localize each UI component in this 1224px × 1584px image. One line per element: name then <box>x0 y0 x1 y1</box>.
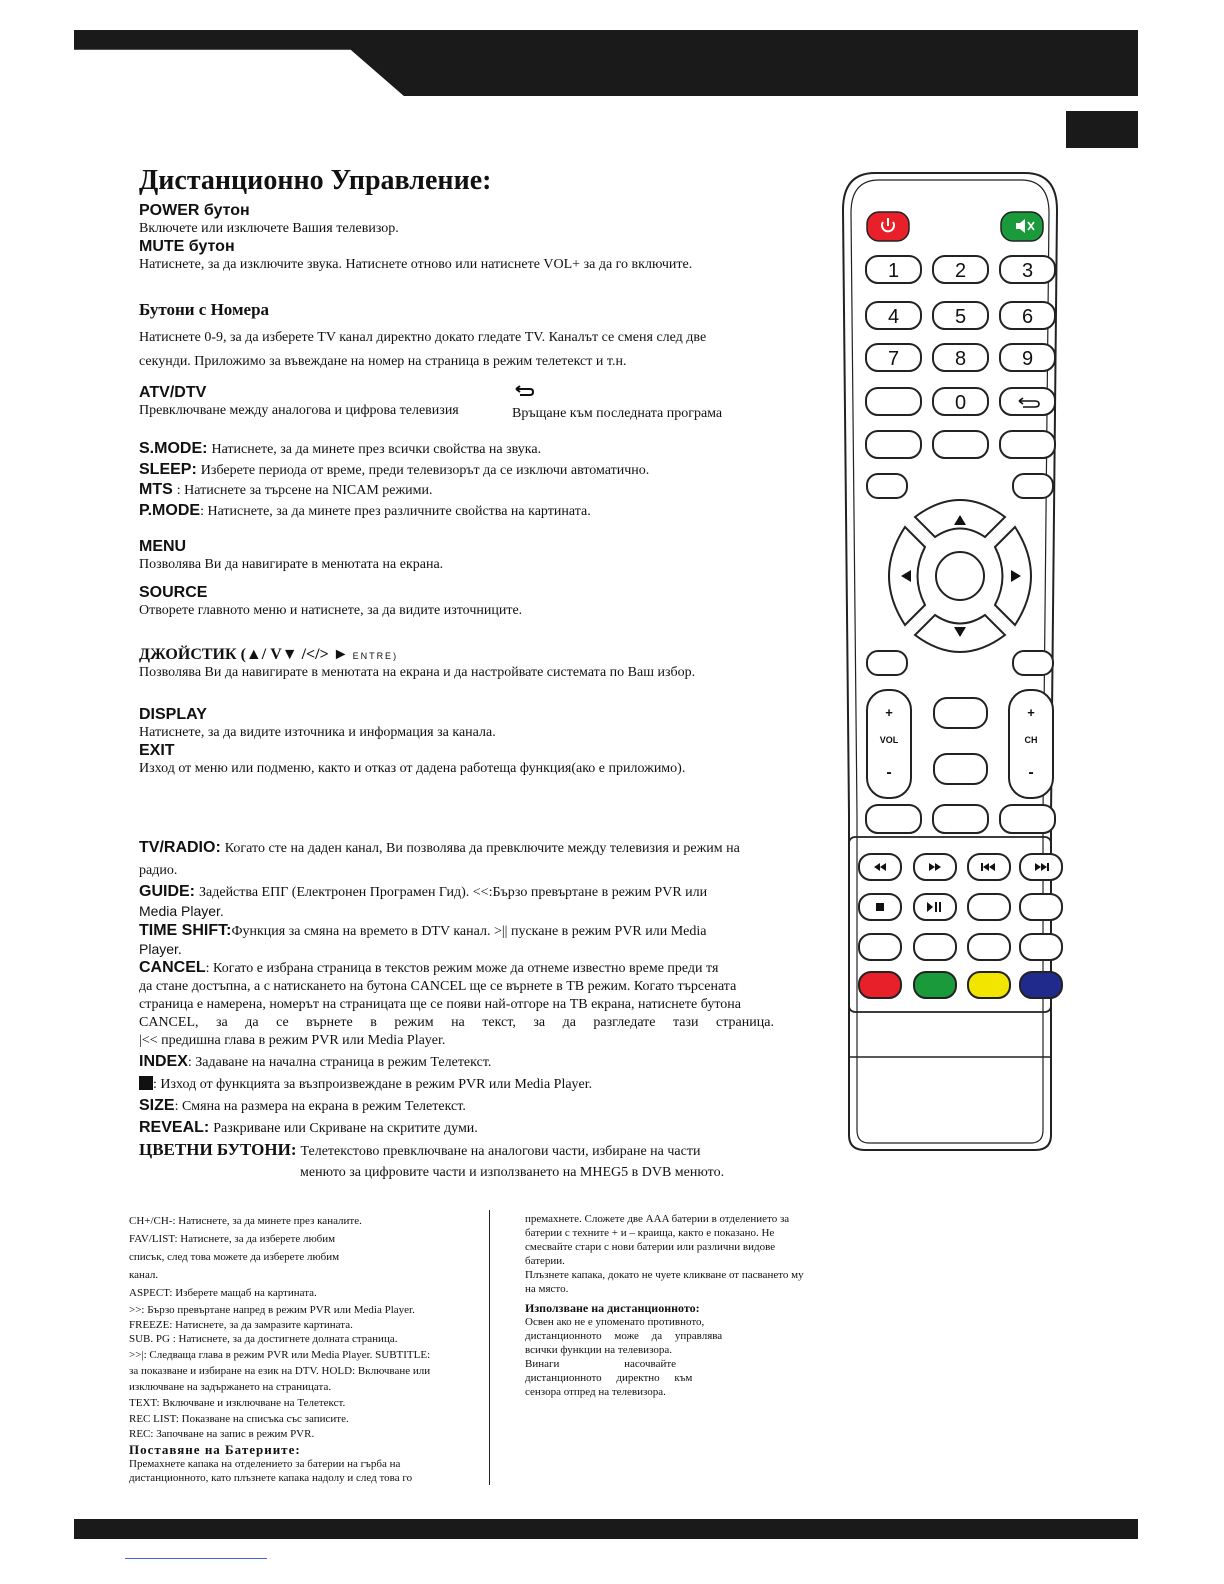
stop-desc: : Изход от функцията за възпроизвеждане в режим PVR или Media Player. <box>153 1077 593 1092</box>
left-line: >>|: Следваща глава в режим PVR или Media Player. SUBTITLE: <box>129 1348 431 1361</box>
numbers-section <box>139 300 799 374</box>
digit-label: 6 <box>1021 306 1034 328</box>
power-button <box>867 212 909 241</box>
power-section <box>139 202 799 274</box>
digit-label: 7 <box>887 348 900 370</box>
left-line: SUB. PG : Натиснете, за да достигнете долната страница. <box>129 1332 398 1345</box>
numbers-desc-2: секунди. Приложимо за въвеждане на номер на страница в режим телетекст и т.н. <box>139 354 627 369</box>
ch-plus: + <box>1027 705 1035 720</box>
usage-line: Освен ако не е упоменато противното, <box>525 1316 705 1328</box>
stop-icon <box>139 1076 153 1090</box>
joystick-label: ДЖОЙСТИК (▲/ V▼ /</> ► <box>139 646 349 663</box>
footer-bar <box>74 1519 1138 1539</box>
left-column <box>129 1214 479 1485</box>
timeshift-label: TIME SHIFT: <box>139 922 232 939</box>
tvradio-desc-2: радио. <box>139 863 178 878</box>
left-line: REC: Започване на запис в режим PVR. <box>129 1427 315 1440</box>
remote-control <box>835 165 1065 1155</box>
tvradio-desc-1: Когато сте на даден канал, Ви позволява да превключите между телевизия и режим на <box>224 841 740 856</box>
left-line: канал. <box>129 1268 159 1281</box>
left-line: FREEZE: Натиснете, за да замразите картината. <box>129 1318 353 1331</box>
source-button <box>1013 474 1053 498</box>
usage-line: дистанционното може да управлява <box>525 1330 723 1342</box>
battery-text-2: дистанционното, като плъзнете капака надолу и след това го <box>129 1471 413 1484</box>
cancel-desc-5: |<< предишна глава в режим PVR или Media Player. <box>139 1033 446 1048</box>
timeshift-desc-1: Функция за смяна на времето в DTV канал. >|| пускане в режим PVR или Media <box>231 924 707 939</box>
page-title: Дистанционно Управление: <box>139 165 492 196</box>
joystick-section <box>139 646 799 682</box>
source-section <box>139 584 799 620</box>
index-label: INDEX <box>139 1053 188 1070</box>
fav-button <box>934 698 987 728</box>
footer-link-line <box>125 1558 267 1559</box>
rec-button <box>968 894 1010 920</box>
yellow-button <box>968 972 1010 998</box>
index-button <box>914 934 956 960</box>
function-section <box>139 836 793 1184</box>
atvdtv-button <box>866 388 921 415</box>
header-bar <box>74 30 1138 96</box>
mute-desc: Натиснете, за да изключите звука. Натиснете отново или натиснете VOL+ за да го включите. <box>139 257 693 272</box>
sleep-label: SLEEP: <box>139 460 197 478</box>
pmode-label: P.MODE <box>139 501 201 519</box>
right-line: премахнете. Сложете две AAA батерии в отделението за <box>525 1213 790 1225</box>
digit-label: 2 <box>954 260 967 282</box>
timeshift-button <box>1000 805 1055 833</box>
aspect-button <box>934 754 987 784</box>
size-label: SIZE <box>139 1097 175 1114</box>
usage-heading: Използване на дистанционното: <box>525 1301 700 1315</box>
pmode-desc: : Натиснете, за да минете през различните свойства на картината. <box>200 503 591 519</box>
battery-text-1: Премахнете капака на отделението за батерии на гърба на <box>129 1457 401 1470</box>
digit-label: 3 <box>1021 260 1034 282</box>
source-desc: Отворете главното меню и натиснете, за да видите източниците. <box>139 603 523 618</box>
power-label: POWER бутон <box>139 202 250 219</box>
usage-line: Винаги насочвайте <box>525 1358 677 1370</box>
smode-button <box>866 431 921 458</box>
exit-button <box>1013 651 1053 675</box>
left-line: списък, след това можете да изберете любим <box>129 1250 340 1263</box>
right-line: батерии. <box>525 1255 565 1267</box>
digit-label: 9 <box>1021 348 1034 370</box>
recall-icon <box>512 384 536 400</box>
column-divider <box>489 1210 490 1485</box>
display-label: DISPLAY <box>139 706 207 723</box>
right-line: батерии с техните + и – краища, както е показано. Не <box>525 1227 775 1239</box>
vol-label: VOL <box>879 735 899 745</box>
reveal-button <box>1020 934 1062 960</box>
digit-label: 8 <box>954 348 967 370</box>
guide-desc-2: Media Player. <box>139 903 224 919</box>
left-line: ASPECT: Изберете мащаб на картината. <box>129 1286 317 1299</box>
mute-label: MUTE бутон <box>139 238 235 255</box>
battery-heading: Поставяне на Батериите: <box>129 1441 301 1457</box>
left-line: >>: Бързо превъртане напред в режим PVR или Media Player. <box>129 1303 415 1316</box>
ch-label: CH <box>1024 735 1038 745</box>
cancel-label: CANCEL <box>139 959 206 976</box>
red-button <box>859 972 901 998</box>
digit-label: 1 <box>887 260 900 282</box>
joystick-desc: Позволява Ви да навигирате в менютата на екрана и да настройвате системата по Ваш избор. <box>139 665 696 680</box>
recall-desc: Връщане към последната програма <box>512 406 723 421</box>
green-button <box>914 972 956 998</box>
smode-desc: Натиснете, за да минете през всички свойства на звука. <box>211 442 542 457</box>
cancel-desc-3: страница е намерена, номерът на страницата ще се появи най-отгоре на ТВ екрана, натиснете бутона <box>139 997 741 1012</box>
page-tab <box>1066 111 1138 148</box>
left-line: за показване и избиране на език на DTV. HOLD: Включване или <box>129 1364 431 1377</box>
mts-button <box>1000 431 1055 458</box>
index-desc: : Задаване на начална страница в режим Телетекст. <box>187 1055 492 1070</box>
smode-label: S.MODE: <box>139 440 208 457</box>
reveal-label: REVEAL: <box>139 1119 210 1136</box>
menu-section <box>139 538 799 574</box>
mts-desc: : Натиснете за търсене на NICAM режими. <box>176 483 433 498</box>
digit-label: 0 <box>954 392 967 414</box>
color-desc-1: Телетекстово превключване на аналогови части, избиране на части <box>300 1144 701 1159</box>
exit-desc: Изход от меню или подменю, както и отказ от дадена работеща функция(ако е приложимо). <box>139 761 686 776</box>
tvradio-button <box>866 805 921 833</box>
left-line: REC LIST: Показване на списъка със записите. <box>129 1412 349 1425</box>
joystick-enter: ENTRE) <box>352 651 399 661</box>
stop-media-icon <box>876 903 884 911</box>
tvradio-label: TV/RADIO: <box>139 839 221 856</box>
ch-minus: - <box>1028 764 1034 781</box>
sleep-desc: Изберете периода от време, преди телевизорът да се изключи автоматично. <box>200 462 650 478</box>
left-line: FAV/LIST: Натиснете, за да изберете любим <box>129 1232 336 1245</box>
exit-label: EXIT <box>139 742 175 759</box>
vol-minus: - <box>886 764 892 781</box>
reveal-desc: Разкриване или Скриване на скритите думи. <box>213 1121 478 1136</box>
usage-line: сензора отпред на телевизора. <box>525 1386 666 1398</box>
left-line: CH+/CH-: Натиснете, за да минете през каналите. <box>129 1215 362 1227</box>
recall-section <box>512 384 722 423</box>
cancel-desc-1: : Когато е избрана страница в текстов режим може да отнеме известно време преди тя <box>205 961 719 976</box>
usage-line: всички функции на телевизора. <box>525 1344 672 1356</box>
guide-button <box>933 805 988 833</box>
atvdtv-label: ATV/DTV <box>139 384 207 401</box>
left-line: TEXT: Включване и изключване на Телетекст. <box>129 1396 346 1409</box>
right-line: на място. <box>525 1283 569 1295</box>
left-line: изключване на задържането на страницата. <box>129 1380 332 1393</box>
guide-label: GUIDE: <box>139 883 195 900</box>
sleep-button <box>933 431 988 458</box>
atvdtv-desc: Превключване между аналогова и цифрова телевизия <box>139 403 459 418</box>
vol-plus: + <box>885 705 893 720</box>
color-label: ЦВЕТНИ БУТОНИ: <box>139 1140 297 1159</box>
menu-label: MENU <box>139 538 187 555</box>
numbers-heading: Бутони с Номера <box>139 300 270 319</box>
power-desc: Включете или изключете Вашия телевизор. <box>139 221 399 236</box>
display-desc: Натиснете, за да видите източника и информация за канала. <box>139 725 496 740</box>
source-label: SOURCE <box>139 584 208 601</box>
text-button <box>859 934 901 960</box>
guide-desc-1: Задейства ЕПГ (Електронен Програмен Гид). <<:Бързо превъртане в режим PVR или <box>199 885 708 900</box>
size-button <box>968 934 1010 960</box>
size-desc: : Смяна на размера на екрана в режим Телетекст. <box>174 1099 466 1114</box>
numbers-desc-1: Натиснете 0-9, за да изберете TV канал директно докато гледате TV. Каналът се сменя след две <box>139 330 707 345</box>
blue-button <box>1020 972 1062 998</box>
atvdtv-section <box>139 384 459 420</box>
menu-desc: Позволява Ви да навигирате в менютата на екрана. <box>139 557 444 572</box>
display-section <box>139 706 799 778</box>
right-column <box>525 1212 855 1399</box>
menu-button <box>867 474 907 498</box>
right-line: Плъзнете капака, докато не чуете кликване от пасването му <box>525 1269 804 1281</box>
rec-list-button <box>1020 894 1062 920</box>
modes-section <box>139 439 799 521</box>
cancel-desc-2: да стане достъпна, а с натискането на бутона CANCEL ще се върнете в ТВ режим. Когато търсената <box>139 979 737 994</box>
timeshift-desc-2: Player. <box>139 941 182 957</box>
right-line: смесвайте стари с нови батерии или различни видове <box>525 1241 776 1253</box>
enter-button <box>936 552 984 600</box>
mts-label: MTS <box>139 481 173 498</box>
display-button <box>867 651 907 675</box>
usage-line: дистанционното директно към <box>525 1372 693 1384</box>
color-desc-2: менюто за цифровите части и използването на MHEG5 в DVB менюто. <box>300 1165 725 1180</box>
cancel-desc-4: CANCEL, за да се върнете в режим на текст, за да разгледате тази страница. <box>139 1015 774 1030</box>
digit-label: 5 <box>954 306 967 328</box>
digit-label: 4 <box>887 306 900 328</box>
